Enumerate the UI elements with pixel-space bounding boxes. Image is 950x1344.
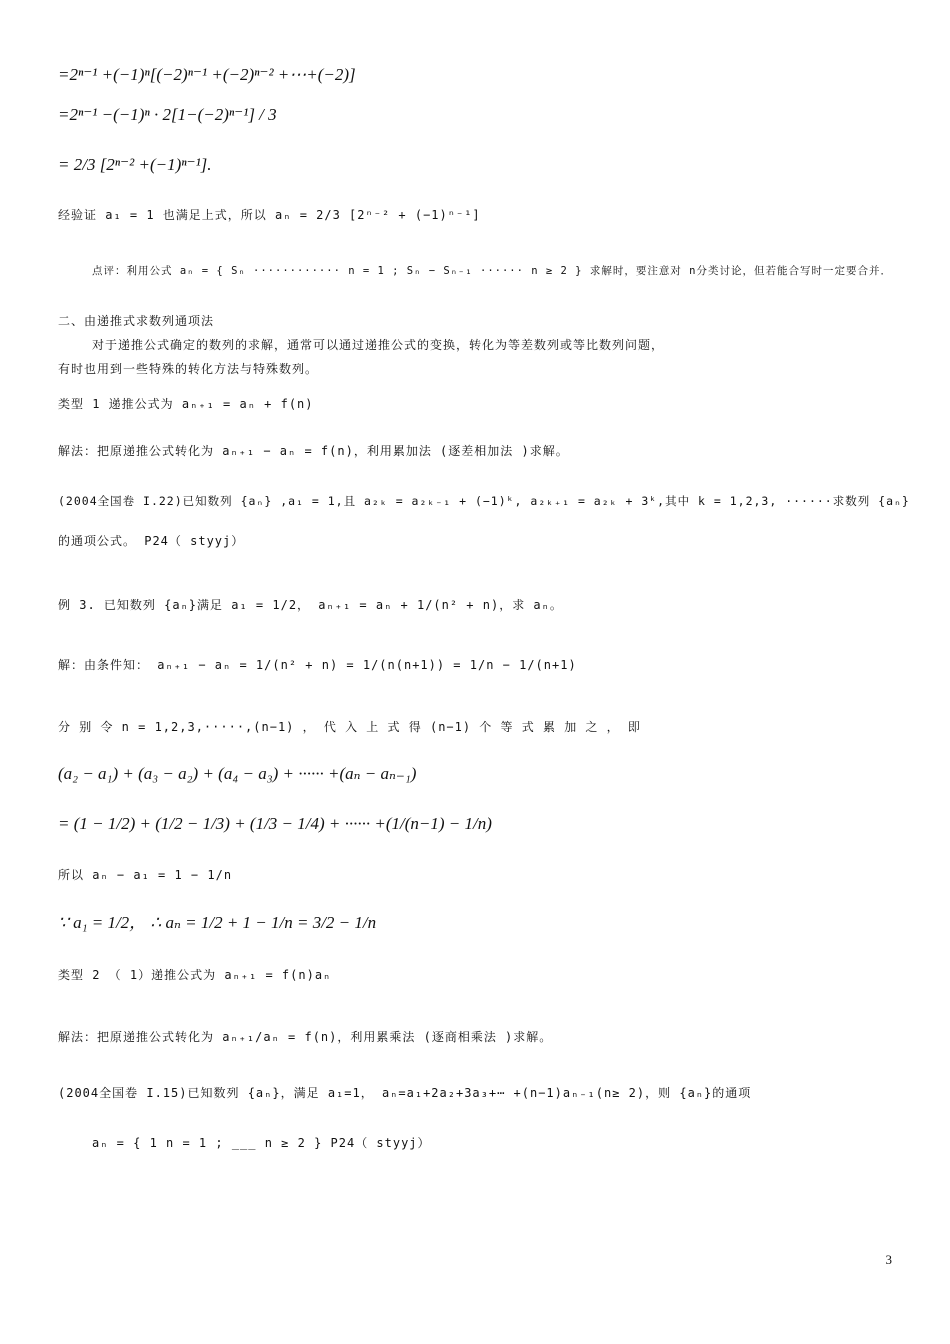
text-line: 解法：把原递推公式转化为 aₙ₊₁ − aₙ = f(n)，利用累加法 (逐差相加法 )求解。 (58, 444, 569, 458)
text-line: 分 别 令 n = 1,2,3,·····,(n−1) ， 代 入 上 式 得 (n−1) 个 等 式 累 加 之 ， 即 (58, 720, 641, 734)
text-line: aₙ = { 1 n = 1 ; ___ n ≥ 2 } P24（ styyj） (92, 1136, 431, 1150)
text-line: 例 3. 已知数列 {aₙ}满足 a₁ = 1/2， aₙ₊₁ = aₙ + 1/(n² + n)，求 aₙ。 (58, 598, 563, 612)
text-line: 有时也用到一些特殊的转化方法与特殊数列。 (58, 362, 319, 376)
text-line: 点评：利用公式 aₙ = { Sₙ ············ n = 1 ; Sₙ − Sₙ₋₁ ······ n ≥ 2 } 求解时，要注意对 n分类讨论，但若能合写时一定要合并． (92, 265, 892, 277)
text-line: =2ⁿ⁻¹ +(−1)ⁿ[(−2)ⁿ⁻¹ +(−2)ⁿ⁻² +⋯+(−2)] (58, 65, 356, 84)
text-line: (2004全国卷 I.22)已知数列 {aₙ} ,a₁ = 1,且 a₂ₖ = a₂ₖ₋₁ + (−1)ᵏ, a₂ₖ₊₁ = a₂ₖ + 3ᵏ,其中 k = 1,2,3, ······求数列 {aₙ} (58, 494, 910, 508)
text-line: 解：由条件知： aₙ₊₁ − aₙ = 1/(n² + n) = 1/(n(n+1)) = 1/n − 1/(n+1) (58, 658, 577, 672)
page-number: 3 (885, 1252, 892, 1267)
text-line: 的通项公式。 P24（ styyj） (58, 534, 245, 548)
text-line: 经验证 a₁ = 1 也满足上式，所以 aₙ = 2/3 [2ⁿ⁻² + (−1)ⁿ⁻¹] (58, 208, 481, 222)
text-line: 对于递推公式确定的数列的求解，通常可以通过递推公式的变换，转化为等差数列或等比数列问题， (92, 338, 665, 352)
text-line: 所以 aₙ − a₁ = 1 − 1/n (58, 868, 233, 882)
text-line: = (1 − 1/2) + (1/2 − 1/3) + (1/3 − 1/4) + ······ +(1/(n−1) − 1/n) (58, 814, 492, 833)
text-line: 解法：把原递推公式转化为 aₙ₊₁/aₙ = f(n)，利用累乘法 (逐商相乘法 )求解。 (58, 1030, 553, 1044)
text-line: =2ⁿ⁻¹ −(−1)ⁿ · 2[1−(−2)ⁿ⁻¹] / 3 (58, 105, 277, 124)
text-line: (a₂ − a₁) + (a₃ − a₂) + (a₄ − a₃) + ······ +(aₙ − aₙ₋₁) (58, 764, 417, 783)
text-line: 类型 1 递推公式为 aₙ₊₁ = aₙ + f(n) (58, 397, 314, 411)
text-line: = 2/3 [2ⁿ⁻² +(−1)ⁿ⁻¹]. (58, 155, 212, 174)
text-line: 二、由递推式求数列通项法 (58, 314, 215, 328)
text-line: ∵ a₁ = 1/2， ∴ aₙ = 1/2 + 1 − 1/n = 3/2 − 1/n (58, 913, 377, 932)
text-line: (2004全国卷 I.15)已知数列 {aₙ}，满足 a₁=1， aₙ=a₁+2a₂+3a₃+⋯ +(n−1)aₙ₋₁(n≥ 2)，则 {aₙ}的通项 (58, 1086, 752, 1100)
text-line: 类型 2 （ 1）递推公式为 aₙ₊₁ = f(n)aₙ (58, 968, 332, 982)
